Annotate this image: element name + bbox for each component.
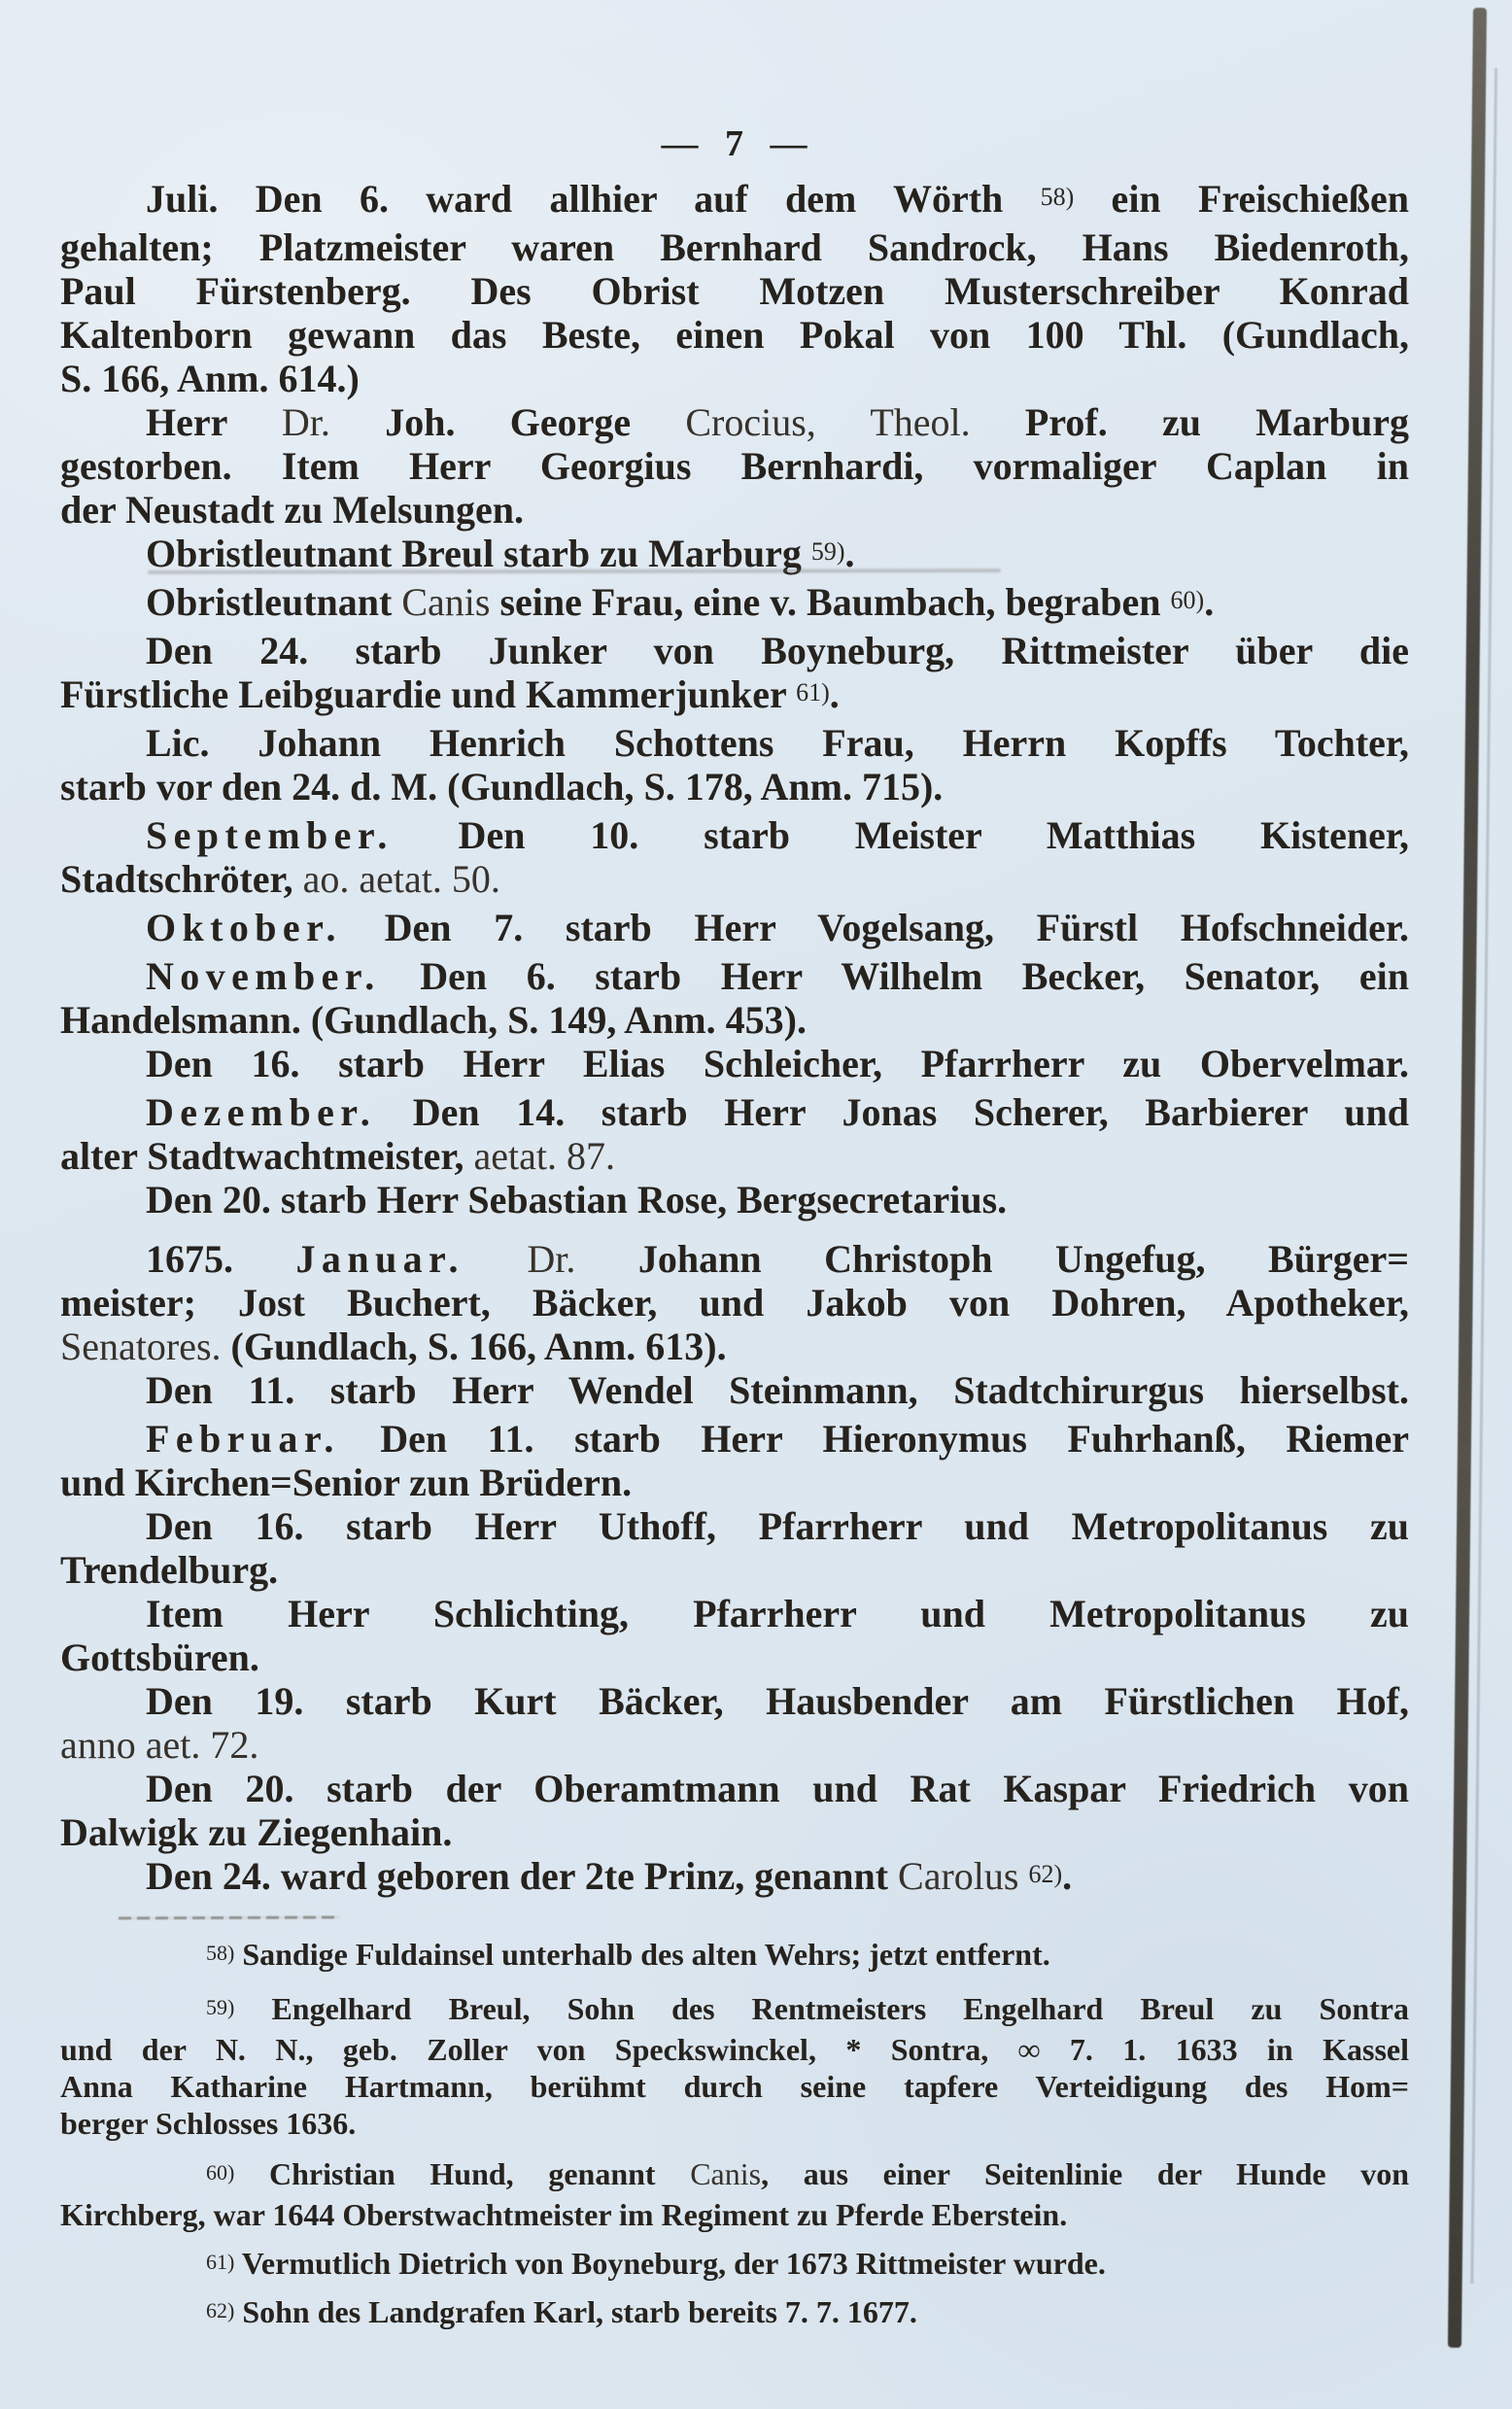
fraktur-text: S. 166, Anm. 614.) [60,357,360,400]
fraktur-text: . [844,532,855,575]
text-line [60,1090,1409,1134]
spaced-month-label: Oktober. [146,906,342,949]
text-line [60,1417,1409,1461]
spaced-month-label: September. [146,813,394,857]
fraktur-text: Trendelburg. [60,1548,279,1592]
fraktur-text: Fürstliche Leibguardie und Kammerjunker [60,672,797,716]
footnote-ref: 59) [206,1995,235,2019]
text-line [60,2155,1409,2196]
text-line [60,1936,1409,1977]
antiqua-text: Crocius, Theol. [685,400,971,444]
fraktur-text: Kaltenborn gewann das Beste, einen Pokal von 100 Thl. (Gundlach, [60,313,1409,357]
book-edge-shadow [1448,8,1487,2348]
fraktur-text: Handelsmann. (Gundlach, S. 149, Anm. 453). [60,998,807,1042]
fraktur-text: Gottsbüren. [60,1635,259,1679]
footnotes-block [60,1936,1409,2334]
text-line [60,1990,1409,2031]
fraktur-text: Engelhard Breul, Sohn des Rentmeisters Engelhard Breul zu Sontra [234,1991,1409,2026]
text-line [60,1854,1409,1903]
fraktur-text: Christian Hund, genannt [234,2156,691,2191]
text-line [60,765,1409,809]
fraktur-text: Juli. Den 6. ward allhier auf dem Wörth [146,177,1041,221]
antiqua-text: Dr. [527,1237,576,1281]
text-line [60,1810,1409,1854]
text-line [60,580,1409,629]
fraktur-text: Den 20. starb der Oberamtmann und Rat Kaspar Friedrich von [146,1767,1409,1810]
text-line [60,2031,1409,2068]
fraktur-text: Item Herr Schlichting, Pfarrherr und Metropolitanus zu [146,1592,1409,1635]
text-line [60,954,1409,998]
fraktur-text: Dalwigk zu Ziegenhain. [60,1810,453,1854]
text-line [60,2245,1409,2286]
text-line [60,857,1409,901]
text-line [60,400,1409,444]
fraktur-text: Den 16. starb Herr Elias Schleicher, Pfarrherr zu Obervelmar. [146,1042,1409,1085]
page-number: — 7 — [661,123,808,164]
text-line [60,177,1409,225]
text-line [60,444,1409,488]
text-line [60,1723,1409,1767]
fraktur-text: Den 11. starb Herr Hieronymus Fuhrhanß, Riemer [339,1417,1409,1461]
text-line [60,672,1409,721]
fraktur-text: gehalten; Platzmeister waren Bernhard Sandrock, Hans Biedenroth, [60,225,1409,269]
antiqua-text: Dr. [281,400,330,444]
main-text-block [60,177,1409,1903]
text-line [60,1767,1409,1810]
footnote-ref: 60) [1170,586,1205,614]
fraktur-text: Den 7. starb Herr Vogelsang, Fürstl Hofschneider. [341,906,1409,949]
text-line [60,225,1409,269]
antiqua-text: Canis [690,2156,762,2191]
fraktur-text: und der N. N., geb. Zoller von Speckswinckel, * Sontra, ∞ 7. 1. 1633 in Kassel [60,2032,1409,2067]
fraktur-text: Den 10. starb Meister Matthias Kistener, [393,813,1409,857]
fraktur-text: Den 19. starb Kurt Bäcker, Hausbender am Fürstlichen Hof, [146,1679,1409,1723]
fraktur-text: Kirchberg, war 1644 Oberstwachtmeister im Regiment zu Pferde Eberstein. [60,2197,1068,2232]
fraktur-text: und Kirchen=Senior zun Brüdern. [60,1461,633,1504]
fraktur-text: Sandige Fuldainsel unterhalb des alten Wehrs; jetzt entfernt. [234,1937,1050,1972]
text-line [60,269,1409,313]
fraktur-text: meister; Jost Buchert, Bäcker, und Jakob von Dohren, Apotheker, [60,1281,1409,1325]
fraktur-text: Johann Christoph Ungefug, Bürger= [575,1237,1409,1281]
fraktur-text: 1675. [146,1237,296,1281]
footnote-ref: 60) [206,2160,235,2185]
fraktur-text: . [1062,1854,1073,1898]
text-line [60,721,1409,765]
text-line [60,1679,1409,1723]
fraktur-text: berger Schlosses 1636. [60,2106,357,2141]
fraktur-text: Paul Fürstenberg. Des Obrist Motzen Musterschreiber Konrad [60,269,1409,313]
footnote-ref: 62) [206,2298,235,2323]
footnote-ref: 61) [206,2250,235,2274]
fraktur-text: Herr [146,400,282,444]
fraktur-text: Lic. Johann Henrich Schottens Frau, Herrn Kopffs Tochter, [146,721,1409,765]
footnote-separator [119,1916,340,1920]
spaced-month-label: November. [146,954,381,998]
text-line [60,313,1409,357]
spaced-month-label: Februar. [146,1417,340,1461]
fraktur-text: Joh. George [329,400,686,444]
fraktur-text: . [1204,580,1215,624]
fraktur-text: Sohn des Landgrafen Karl, starb bereits 7. 7. 1677. [234,2294,917,2329]
fraktur-text: Vermutlich Dietrich von Boyneburg, der 1673 Rittmeister wurde. [234,2246,1106,2281]
text-line [60,2068,1409,2105]
footnote-ref: 62) [1028,1860,1063,1888]
fraktur-text [464,1237,528,1281]
fraktur-text: Den 6. starb Herr Wilhelm Becker, Senator, ein [380,954,1409,998]
fraktur-text: Den 11. starb Herr Wendel Steinmann, Stadtchirurgus hierselbst. [146,1368,1409,1412]
antiqua-text: Carolus [898,1854,1029,1898]
text-line [60,488,1409,532]
antiqua-text: Senatores. [60,1325,222,1368]
text-line [60,357,1409,400]
footnote-ref: 58) [206,1941,235,1965]
text-line [60,1548,1409,1592]
fraktur-text: Stadtschröter, [60,857,303,901]
fraktur-text: gestorben. Item Herr Georgius Bernhardi, vormaliger Caplan in [60,444,1409,488]
fraktur-text: , aus einer Seitenlinie der Hunde von [761,2156,1410,2191]
text-line [60,1178,1409,1222]
fraktur-text: starb vor den 24. d. M. (Gundlach, S. 178, Anm. 715). [60,765,944,809]
text-line [60,1504,1409,1548]
text-line [60,2196,1409,2233]
fraktur-text: Prof. zu Marburg [970,400,1409,444]
fraktur-text: Den 24. ward geboren der 2te Prinz, genannt [146,1854,899,1898]
antiqua-text: aetat. 87. [473,1134,615,1178]
text-line [60,1368,1409,1412]
text-line [60,1461,1409,1504]
fraktur-text: Anna Katharine Hartmann, berühmt durch seine tapfere Verteidigung des Hom= [60,2069,1409,2104]
antiqua-text: anno aet. 72. [60,1723,259,1767]
text-line [60,1237,1409,1281]
fraktur-text: Den 20. starb Herr Sebastian Rose, Bergsecretarius. [146,1178,1008,1222]
fraktur-text: . [829,672,840,716]
fraktur-text: alter Stadtwachtmeister, [60,1134,474,1178]
fraktur-text: seine Frau, eine v. Baumbach, begraben [490,580,1171,624]
fraktur-text: ein Freischießen [1074,177,1409,221]
antiqua-text: Canis [401,580,491,624]
text-line [60,1042,1409,1085]
text-line [60,1281,1409,1325]
fraktur-text: der Neustadt zu Melsungen. [60,488,525,532]
footnote-ref: 58) [1040,183,1075,211]
fraktur-text: Den 14. starb Herr Jonas Scherer, Barbierer und [376,1090,1409,1134]
text-line [60,1592,1409,1635]
text-line [60,998,1409,1042]
spaced-month-label: Dezember. [146,1090,377,1134]
fraktur-text: Den 16. starb Herr Uthoff, Pfarrherr und Metropolitanus zu [146,1504,1409,1548]
text-line [60,629,1409,672]
text-line [60,2105,1409,2142]
spaced-month-label: Januar. [295,1237,464,1281]
text-line [60,1134,1409,1178]
antiqua-text: ao. aetat. 50. [302,857,500,901]
fraktur-text: Obristleutnant [146,580,402,624]
text-line [60,906,1409,949]
footnote-ref: 61) [796,678,830,706]
fraktur-text: Den 24. starb Junker von Boyneburg, Rittmeister über die [146,629,1409,672]
text-line [60,2293,1409,2334]
fraktur-text: (Gundlach, S. 166, Anm. 613). [221,1325,727,1368]
footnote-ref: 59) [810,537,845,566]
text-line [60,1635,1409,1679]
fraktur-text: Obristleutnant Breul starb zu Marburg [146,532,811,575]
text-line [60,813,1409,857]
text-line [60,1325,1409,1368]
